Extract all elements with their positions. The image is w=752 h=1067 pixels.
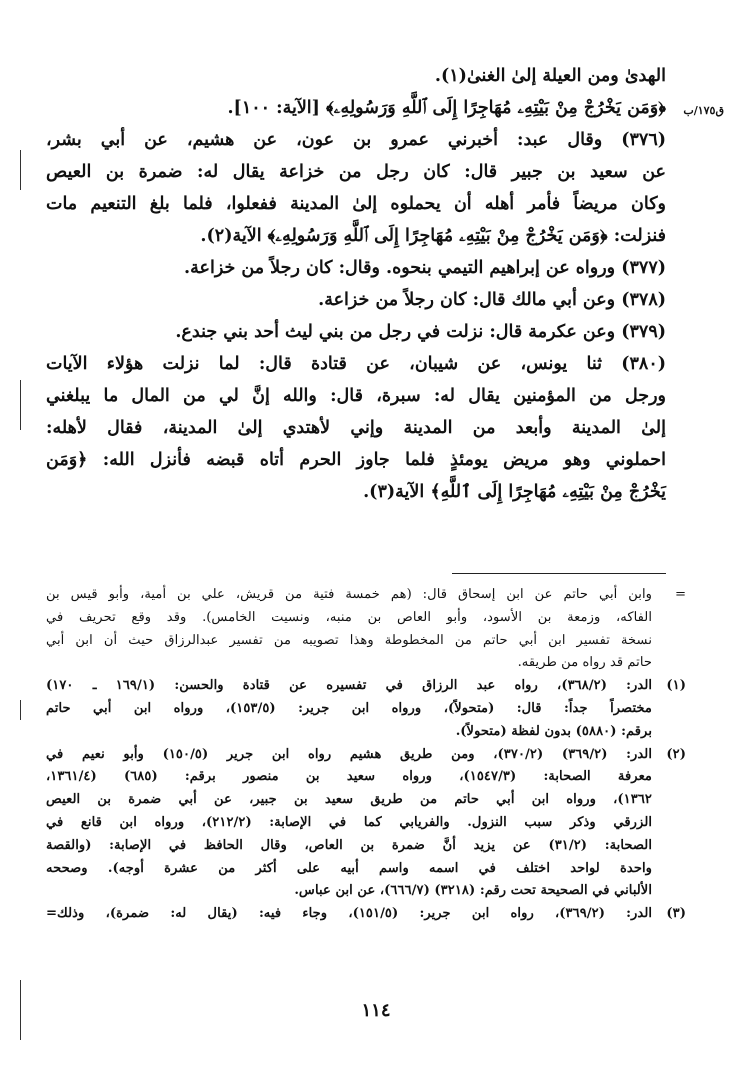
page-number: ١١٤ — [361, 1000, 391, 1021]
text-line: (٣٧٦) وقال عبد: أخبرني عمرو بن عون، عن هشيم، عن أبي بشر، — [46, 130, 666, 150]
footnote-line: برقم: (٥٨٨٠) بدون لفظة (متحولاً). — [455, 723, 652, 739]
text-line: احملوني وهو مريض يومئذٍ فلما جاوز الحرم أتاه قبضه فأنزل الله: ﴿وَمَن — [46, 450, 666, 470]
scan-edge-mark — [20, 380, 21, 430]
text-line: عن سعيد بن جبير قال: كان رجل من خزاعة يقال له: ضمرة بن العيص — [46, 162, 666, 182]
footnote-line: الفاكه، وزمعة بن الأسود، وأبو العاص بن منبه، ونسيت الخامس). وقد وقع تحريف في — [46, 609, 652, 625]
footnote-line: معرفة الصحابة: (١٥٤٧/٣)، ورواه سعيد بن منصور برقم: (٦٨٥) (١٣٦١/٤، — [46, 769, 652, 785]
footnote-line: الدر: (٣٦٩/٢)، رواه ابن جرير: (١٥١/٥)، وجاء فيه: (يقال له: ضمرة)، وذلك= — [46, 906, 653, 922]
text-line: إلىٰ المدينة وأبعد من المدينة وإني لأهتدي إلىٰ المدينة، فقال لأهله: — [46, 418, 666, 438]
footnote-line: الألباني في الصحيحة تحت رقم: (٣٢١٨) (٦٦٦/٧)، عن ابن عباس. — [294, 883, 652, 899]
footnote-line: وابن أبي حاتم عن ابن إسحاق قال: (هم خمسة فتية من قريش، علي بن أمية، وأبو قيس بن — [46, 587, 652, 602]
text-line: ورجل من المؤمنين يقال له: سبرة، قال: والله إنَّ لي من المال ما يبلغني — [46, 386, 666, 406]
text-line: يَخْرُجْ مِنْ بَيْتِهِۦ مُهَاجِرًا إِلَى ٱللَّهِ﴾ الآية(٣). — [363, 482, 666, 502]
scan-edge-mark — [20, 150, 21, 190]
footnote-line: حاتم قد رواه من طريقه. — [517, 655, 652, 671]
scan-edge-mark — [20, 700, 21, 720]
footnote-3 — [46, 903, 686, 926]
text-line: فنزلت: ﴿وَمَن يَخْرُجْ مِنْ بَيْتِهِۦ مُهَاجِرًا إِلَى ٱللَّهِ وَرَسُولِهِۦ﴾ الآية(٢). — [200, 226, 666, 246]
footnote-line: مختصراً جداً: قال: (متحولاً)، ورواه ابن جرير: (١٥٣/٥)، ورواه ابن أبي حاتم — [46, 700, 652, 716]
footnotes — [46, 584, 686, 926]
text-line: (٣٧٧) ورواه عن إبراهيم التيمي بنحوه. وقال: كان رجلاً من خزاعة. — [184, 258, 666, 278]
footnote-line: ١٣٦٢)، ورواه ابن أبي حاتم من طريق سعيد بن جبير، عن أبي ضمرة بن العيص — [46, 792, 652, 808]
footnote-marker: (١) — [666, 678, 686, 694]
footnote-line: نسخة تفسير ابن أبي حاتم من المخطوطة وهذا تصويبه من تفسير عبدالرزاق حيث أن ابن أبي — [46, 632, 652, 648]
manuscript-folio-note: ق١٧٥/ب — [683, 104, 724, 117]
footnote-2 — [46, 744, 686, 904]
footnote-separator — [452, 573, 666, 574]
footnote-line: الصحابة: (٣١/٢) عن يزيد أنَّ ضمرة بن العاص، وقال الحافظ في الإصابة: (والقصة — [46, 837, 652, 853]
footnote-line: واحدة لواحد اختلف في اسمه واسم أبيه على أكثر من عشرة أوجه). وصححه — [46, 860, 652, 876]
text-line: (٣٧٨) وعن أبي مالك قال: كان رجلاً من خزاعة. — [318, 290, 666, 310]
scan-edge-mark — [20, 980, 21, 1040]
footnote-marker: (٣) — [666, 906, 687, 922]
text-line: (٣٧٩) وعن عكرمة قال: نزلت في رجل من بني ليث أحد بني جندع. — [175, 322, 666, 342]
footnote-line: الزرقي وذكر سبب النزول. والفريابي كما في الإصابة: (٢١٢/٢)، ورواه ابن قانع في — [46, 814, 653, 830]
quran-verse-line: ﴿وَمَن يَخْرُجْ مِنْ بَيْتِهِۦ مُهَاجِرًا إِلَى ٱللَّهِ وَرَسُولِهِۦ﴾ [الآية: ١٠٠]. — [227, 98, 666, 118]
main-text — [46, 60, 666, 508]
footnote-1 — [46, 675, 686, 743]
text-line: الهدىٰ ومن العيلة إلىٰ الغنىٰ(١). — [434, 66, 666, 86]
text-line: وكان مريضاً فأمر أهله أن يحملوه إلىٰ المدينة ففعلوا، فلما بلغ التنعيم مات — [46, 194, 666, 214]
footnote-continued — [46, 584, 686, 675]
footnote-line: الدر: (٣٦٨/٢)، رواه عبد الرزاق في تفسيره عن قتادة والحسن: (١٦٩/١ ـ ١٧٠) — [46, 678, 652, 694]
text-line: (٣٨٠) ثنا يونس، عن شيبان، عن قتادة قال: لما نزلت هؤلاء الآيات — [46, 354, 666, 374]
footnote-marker: = — [674, 587, 686, 602]
footnote-line: الدر: (٣٦٩/٢) (٣٧٠/٢)، ومن طريق هشيم رواه ابن جرير (١٥٠/٥) وأبو نعيم في — [46, 746, 652, 762]
footnote-marker: (٢) — [666, 746, 686, 762]
